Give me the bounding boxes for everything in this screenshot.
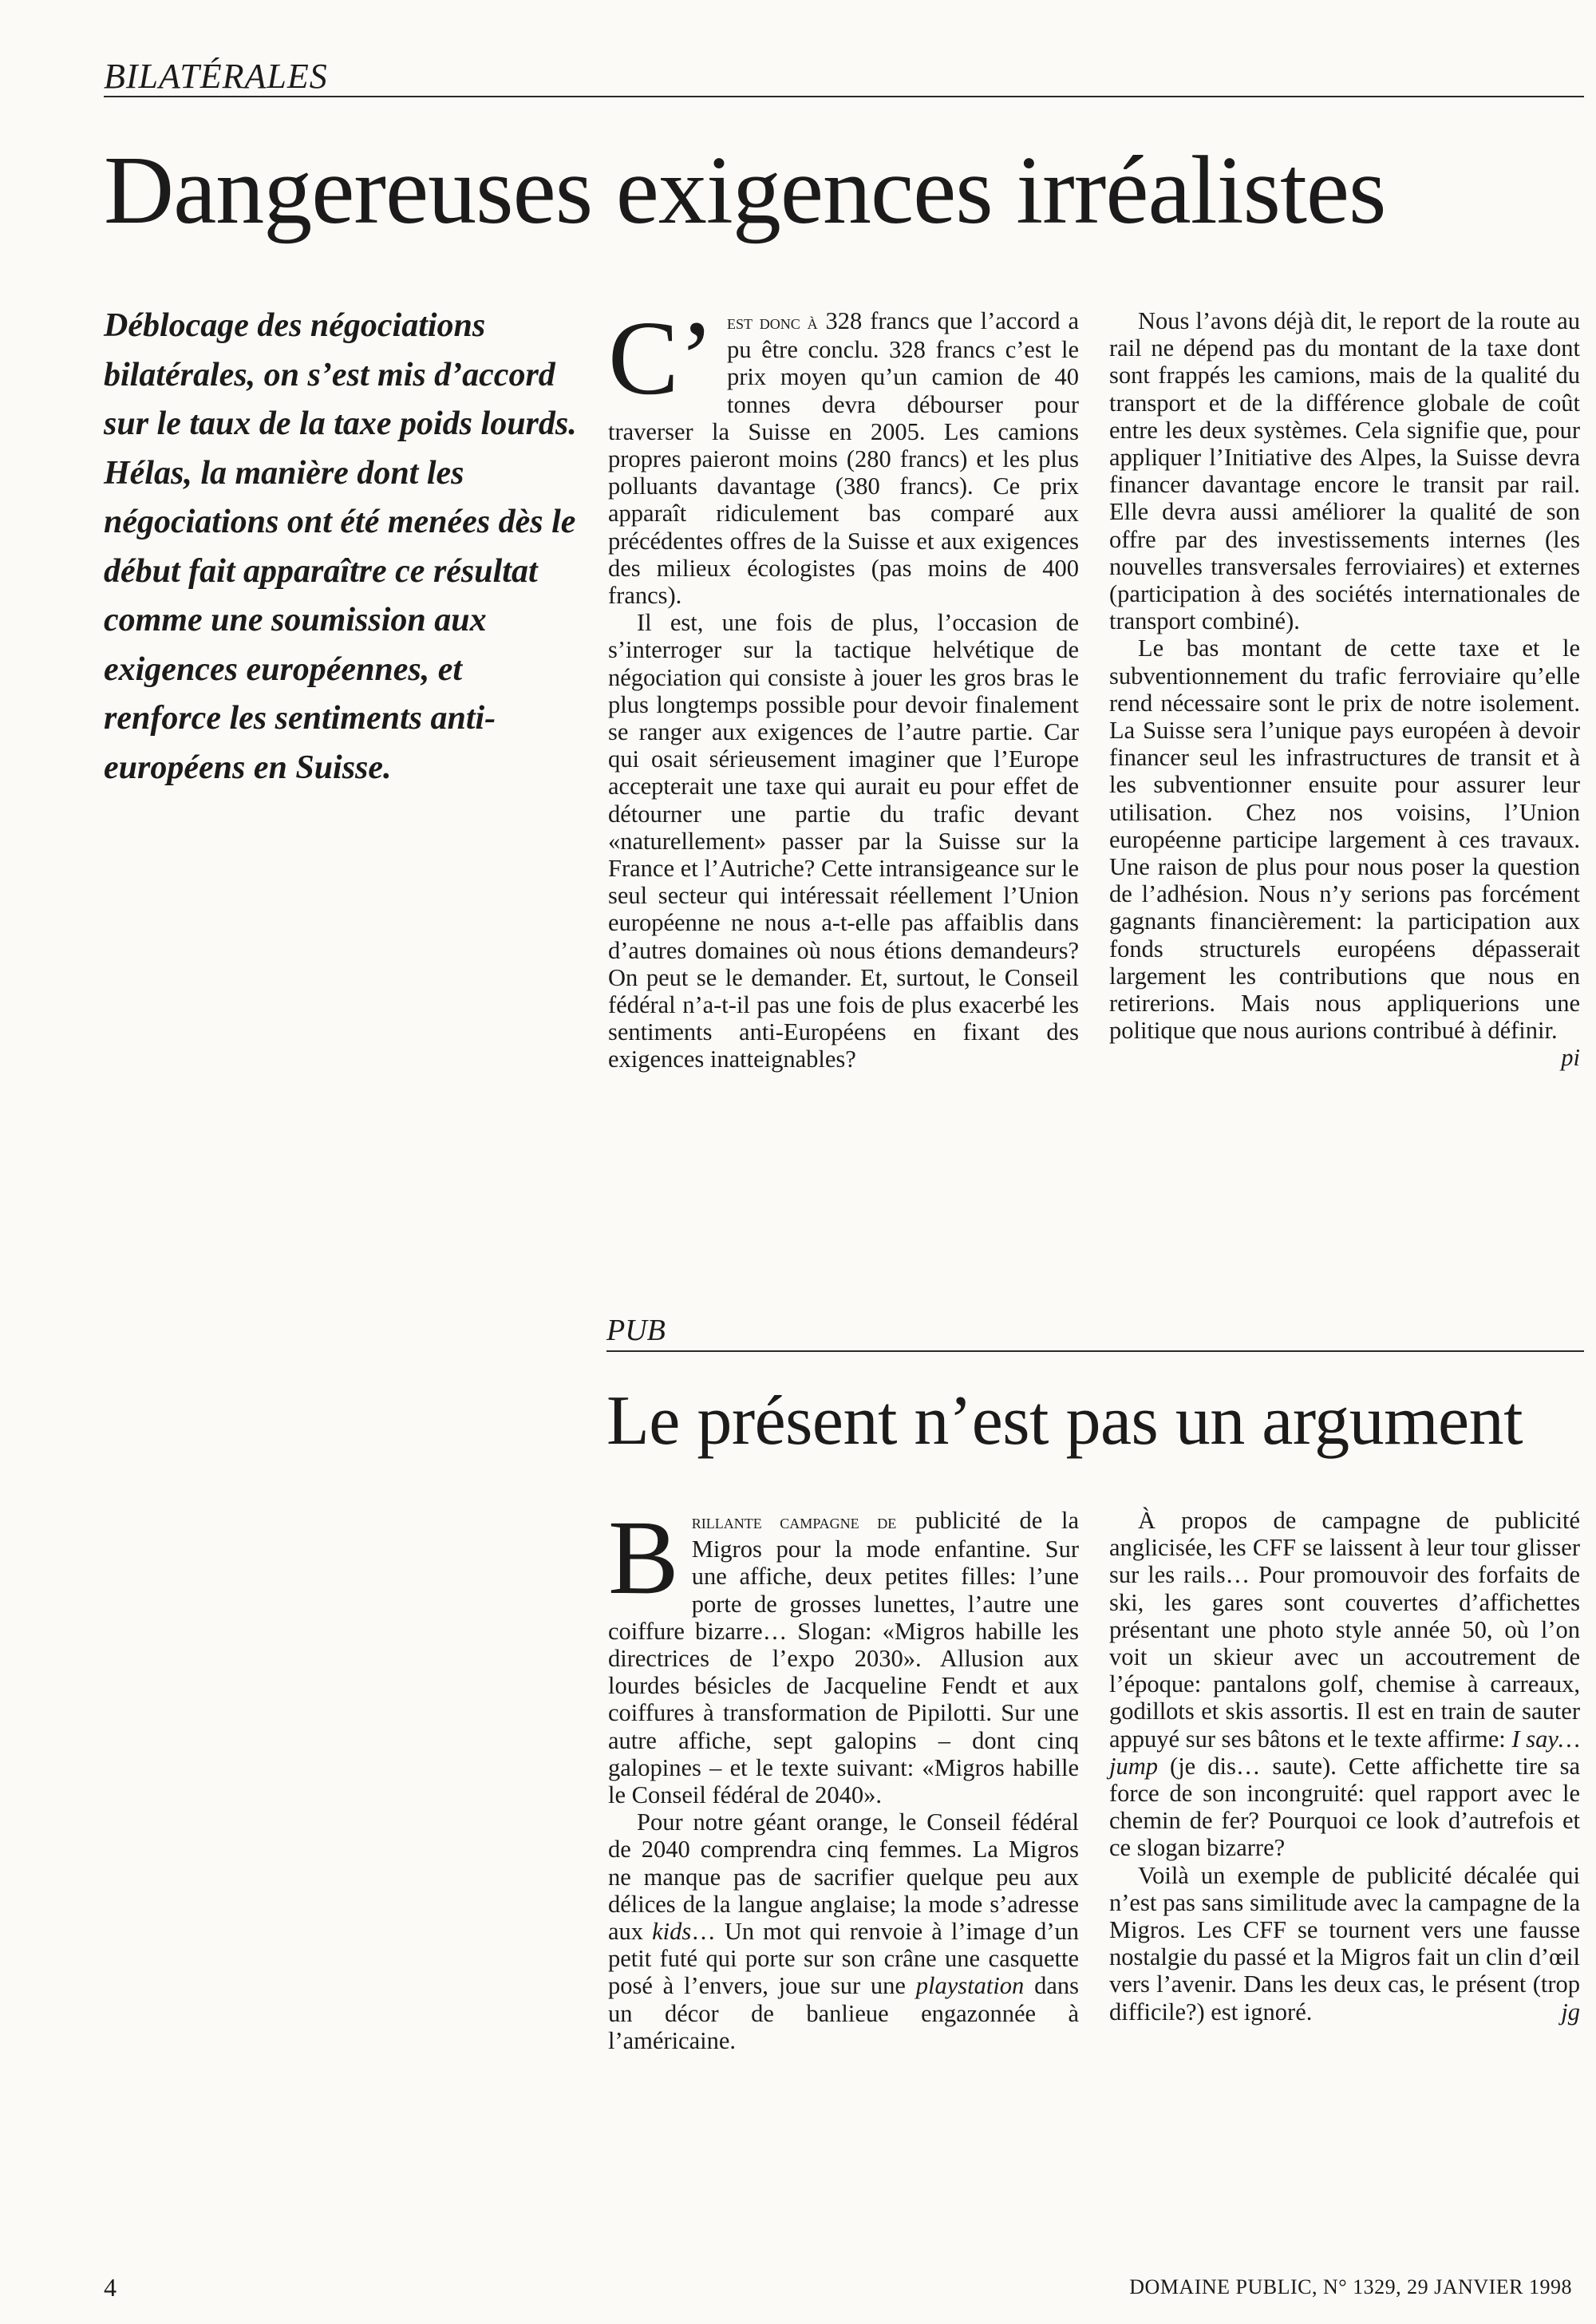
article2-paragraph-3-text-b: (je dis… saute). Cette affichette tire sa force de son incongruité: quel rapport avec le chemin de fer? Pourquoi ce look d’autrefois et ce slogan bizarre? [1109, 1752, 1580, 1862]
article2-paragraph-3-text-a: À propos de campagne de publicité anglicisée, les CFF se laissent à leur tour glisser sur les rails… Pour promouvoir des forfaits de ski, les gares sont couvertes d’affichettes présentant une photo style année 50, où l’on voit un skieur avec un accoutrement de l’époque: pantalons golf, chemise à carreaux, godillots et skis assortis. Il est en train de sauter appuyé sur ses bâtons et le texte affirme: [1109, 1507, 1580, 1753]
article2-paragraph-2-text-b: … Un mot qui renvoie à l’image d’un petit futé qui porte sur son crâne une casquette posé à l’envers, joue sur une [608, 1918, 1079, 2000]
header-rule [104, 96, 1584, 97]
article1-paragraph-1 [608, 298, 1079, 610]
article2-paragraph-2-text-c: dans un décor de banlieue engazonnée à l’américaine. [608, 1972, 1079, 2054]
article1-smallcaps-opening: est donc à [727, 310, 818, 334]
article2-signature: jg [1561, 1998, 1580, 2026]
article1-title: Dangereuses exigences irréalistes [104, 136, 1386, 244]
article1-paragraph-2: Il est, une fois de plus, l’occasion de s’interroger sur la tactique helvétique de négociation qui consiste à jouer les gros bras le plus longtemps possible pour devoir finalement se ranger aux exigences de l’autre partie. Car qui osait sérieusement imaginer que l’Europe accepterait une taxe qui aurait eu pour effet de détourner une partie du trafic devant «naturellement» passer par la Suisse sur la France et l’Autriche? Cette intransigeance sur le seul secteur qui intéressait réellement l’Union européenne ne nous a-t-elle pas affaiblis dans d’autres domaines où nous étions demandeurs? On peut se le demander. Et, surtout, le Conseil fédéral n’a-t-il pas une fois de plus exacerbé les sentiments anti-Européens en fixant des exigences inatteignables? [608, 609, 1079, 1073]
article1-paragraph-4-text: Le bas montant de cette taxe et le subventionnement du trafic ferroviaire qu’elle rend nécessaire sont le prix de notre isolement. La Suisse sera l’unique pays européen à devoir financer seul les infrastructures de transit et à les subventionner ensuite pour assurer leur utilisation. Chez nos voisins, l’Union européenne participe largement à ces travaux. Une raison de plus pour nous poser la question de l’adhésion. Nous n’y serions pas forcément gagnants financièrement: la participation aux fonds structurels européens dépasserait largement les contributions que nous en retirerions. Mais nous appliquerions une politique que nous aurions contribué à définir. [1109, 634, 1580, 1045]
article2-paragraph-2-text-a: Pour notre géant orange, le Conseil fédéral de 2040 comprendra cinq femmes. La Migros ne manque pas de sacrifier quelque peu aux délices de la langue anglaise; la mode s’adresse aux [608, 1808, 1079, 1946]
article2-paragraph-1-text: publicité de la Migros pour la mode enfantine. Sur une affiche, deux petites filles: l’une porte de grosses lunettes, l’autre une coiffure bizarre… Slogan: «Migros habille les directrices de l’expo 2030». Allusion aux lourdes bésicles de Jacqueline Fendt et aux coiffures à transformation de Pipilotti. Sur une autre affiche, sept galopins – dont cinq galopines – et le texte suivant: «Migros habille le Conseil fédéral de 2040». [608, 1507, 1079, 1809]
article1-lead: Déblocage des négociations bilatérales, on s’est mis d’accord sur le taux de la taxe poids lourds. Hélas, la manière dont les négociations ont été menées dès le début fait apparaître ce résultat comme une soumission aux exigences européennes, et renforce les sentiments anti-européens en Suisse. [104, 307, 577, 786]
article1-dropcap: C’ [608, 298, 714, 417]
article2-paragraph-1 [608, 1498, 1079, 1809]
article1-column-2 [1109, 307, 1580, 1072]
article2-paragraph-4 [1109, 1862, 1580, 2026]
article2-smallcaps-opening: rillante campagne de [691, 1510, 897, 1533]
article2-slogan: I say… jump [1109, 1725, 1581, 1780]
article2-title: Le présent n’est pas un argument [606, 1382, 1523, 1460]
article1-column-1 [608, 298, 1079, 1073]
section-label: BILATÉRALES [104, 57, 328, 96]
article1-paragraph-3: Nous l’avons déjà dit, le report de la route au rail ne dépend pas du montant de la taxe dont sont frappés les camions, mais de la qualité du transport et de la différence globale de coût entre les deux systèmes. Cela signifie que, pour appliquer l’Initiative des Alpes, la Suisse devra financer davantage encore le transit par rail. Elle devra aussi améliorer la qualité de son offre par des investissements internes (les nouvelles transversales ferroviaires) et externes (participation à des sociétés internationales de transport combiné). [1109, 307, 1580, 635]
article2-dropcap: B [608, 1498, 679, 1616]
pub-rule [606, 1350, 1584, 1352]
pub-label: PUB [606, 1314, 666, 1347]
article2-playstation-word: playstation [915, 1972, 1025, 2000]
article1-signature: pi [1561, 1044, 1580, 1072]
article2-paragraph-3 [1109, 1507, 1580, 1862]
article2-column-2 [1109, 1507, 1580, 2026]
article1-paragraph-4 [1109, 634, 1580, 1072]
article1-paragraph-1-text: 328 francs que l’accord a pu être conclu. 328 francs c’est le prix moyen qu’un camion de 40 tonnes devra débourser pour traverser la Suisse en 2005. Les camions propres paieront moins (280 francs) et les plus polluants davantage (380 francs). Ce prix apparaît ridiculement bas comparé aux précédentes offres de la Suisse et aux exigences des milieux écologistes (pas moins de 400 francs). [608, 307, 1079, 610]
footer-publication-info: DOMAINE PUBLIC, N° 1329, 29 JANVIER 1998 [1129, 2275, 1572, 2298]
article2-paragraph-4-text: Voilà un exemple de publicité décalée qui n’est pas sans similitude avec la campagne de la Migros. Les CFF se tournent vers une fausse nostalgie du passé et la Migros fait un clin d’œil vers l’avenir. Dans les deux cas, le présent (trop difficile?) est ignoré. [1109, 1861, 1580, 2026]
article2-kids-word: kids [652, 1918, 692, 1946]
article2-column-1 [608, 1498, 1079, 2054]
article2-paragraph-2 [608, 1808, 1079, 2054]
page-number: 4 [104, 2273, 117, 2302]
